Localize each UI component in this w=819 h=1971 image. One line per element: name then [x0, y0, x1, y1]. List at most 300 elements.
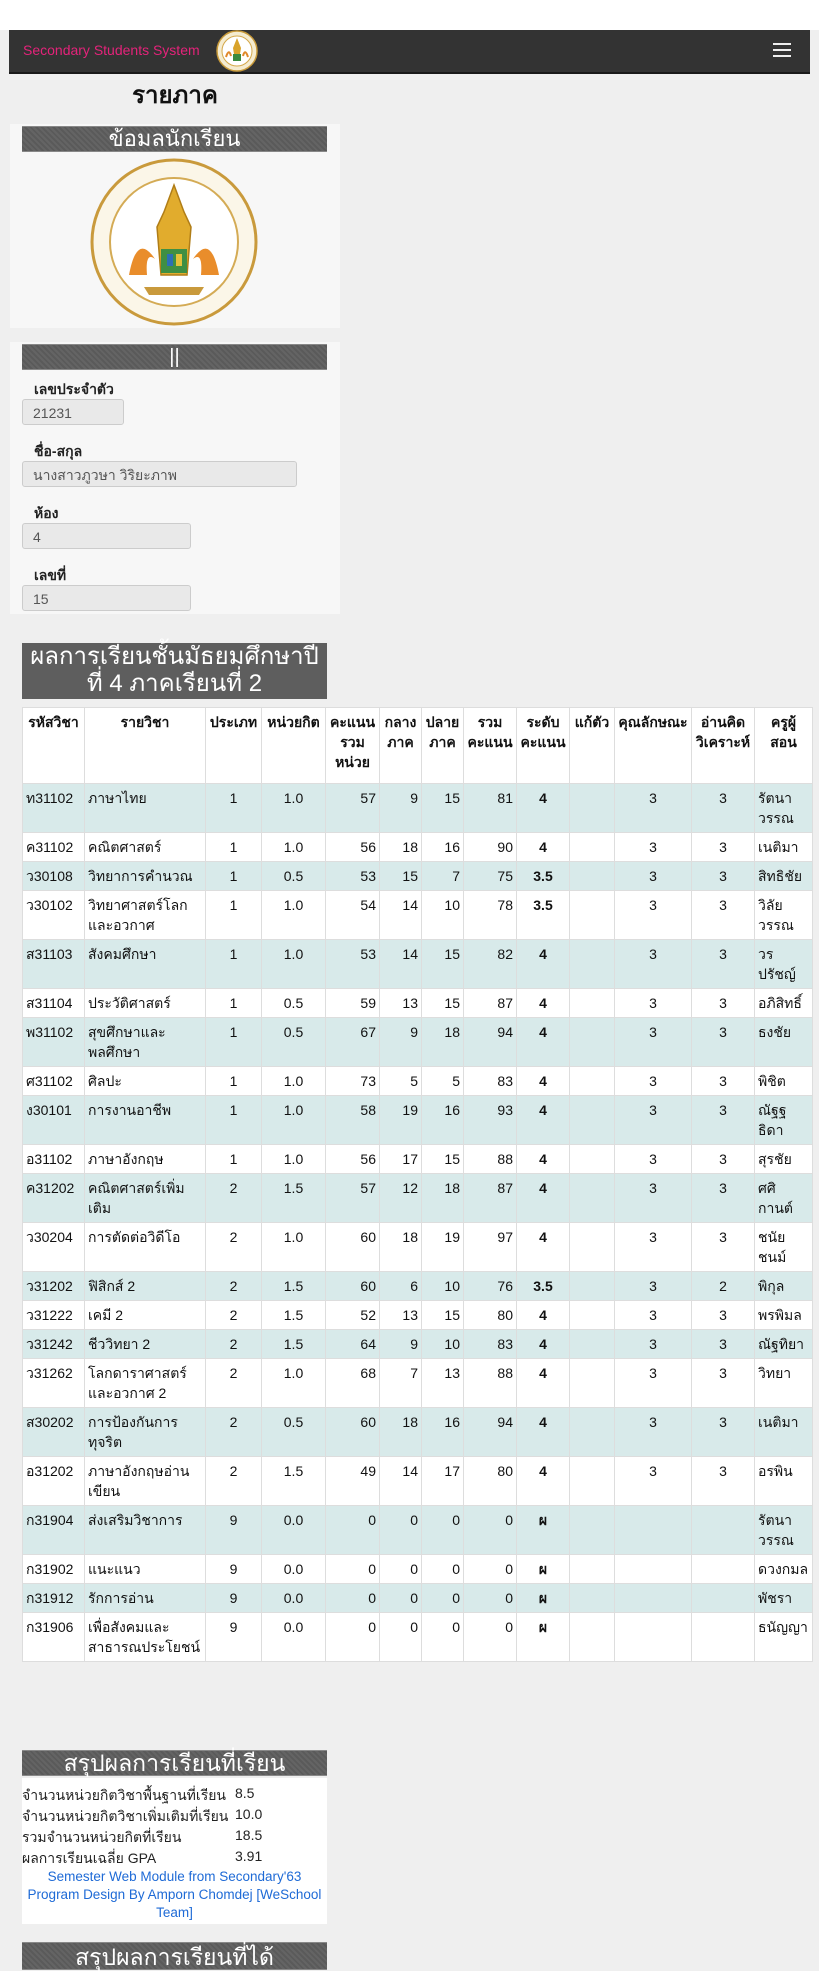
- table-cell: [570, 1301, 615, 1330]
- table-cell: [570, 1272, 615, 1301]
- table-row: [23, 1408, 813, 1457]
- table-row: [23, 1174, 813, 1223]
- table-row: [23, 1330, 813, 1359]
- credit-link[interactable]: [22, 1868, 327, 1922]
- table-cell: ง30101: [23, 1096, 85, 1145]
- table-cell: 15: [422, 1301, 464, 1330]
- table-cell: 16: [422, 833, 464, 862]
- table-cell: 60: [326, 1408, 380, 1457]
- table-cell: 3: [692, 989, 755, 1018]
- table-row: [23, 1223, 813, 1272]
- table-cell: 0: [380, 1555, 422, 1584]
- table-cell: 94: [464, 1408, 517, 1457]
- table-cell: ส31103: [23, 940, 85, 989]
- table-cell: [615, 1506, 692, 1555]
- table-cell: 3: [692, 1174, 755, 1223]
- table-cell: 4: [517, 1145, 570, 1174]
- table-cell: ผ: [517, 1555, 570, 1584]
- table-cell: 3: [615, 1272, 692, 1301]
- table-cell: 80: [464, 1301, 517, 1330]
- table-cell: 3: [615, 862, 692, 891]
- table-cell: 4: [517, 1457, 570, 1506]
- table-cell: 75: [464, 862, 517, 891]
- table-cell: 2: [206, 1330, 262, 1359]
- column-header: หน่วยกิต: [262, 708, 326, 784]
- table-cell: 3: [692, 1018, 755, 1067]
- table-cell: 1.0: [262, 1145, 326, 1174]
- table-cell: 68: [326, 1359, 380, 1408]
- table-cell: 3: [615, 1096, 692, 1145]
- table-cell: [692, 1584, 755, 1613]
- table-cell: ก31912: [23, 1584, 85, 1613]
- column-header: รหัสวิชา: [23, 708, 85, 784]
- table-cell: [570, 1096, 615, 1145]
- table-cell: 1: [206, 1067, 262, 1096]
- table-cell: [570, 1223, 615, 1272]
- grades-header: [23, 708, 813, 784]
- table-cell: 53: [326, 862, 380, 891]
- table-cell: 3: [615, 1018, 692, 1067]
- table-row: [23, 1145, 813, 1174]
- table-cell: 2: [206, 1457, 262, 1506]
- table-cell: 2: [206, 1301, 262, 1330]
- table-cell: ธนัญญา: [755, 1613, 813, 1662]
- table-cell: 2: [206, 1223, 262, 1272]
- table-cell: [570, 1584, 615, 1613]
- table-cell: 4: [517, 1174, 570, 1223]
- summary-gpa: [22, 1848, 263, 1870]
- table-cell: 3: [692, 1408, 755, 1457]
- credit-line: Team]: [156, 1905, 193, 1920]
- table-cell: 4: [517, 1067, 570, 1096]
- column-header: ระดับคะแนน: [517, 708, 570, 784]
- summary-heading: สรุปผลการเรียนที่เรียน: [22, 1750, 327, 1776]
- school-emblem-icon: [89, 157, 259, 327]
- table-cell: 3: [692, 1301, 755, 1330]
- table-cell: 3: [615, 1359, 692, 1408]
- table-cell: 4: [517, 1301, 570, 1330]
- table-cell: [570, 1408, 615, 1457]
- column-header: รวมคะแนน: [464, 708, 517, 784]
- table-cell: 76: [464, 1272, 517, 1301]
- table-cell: พิชิต: [755, 1067, 813, 1096]
- table-cell: สุขศึกษาและพลศึกษา: [85, 1018, 206, 1067]
- column-header: อ่านคิดวิเคราะห์: [692, 708, 755, 784]
- table-cell: 60: [326, 1223, 380, 1272]
- table-cell: 4: [517, 1223, 570, 1272]
- table-row: [23, 833, 813, 862]
- table-cell: 15: [422, 1145, 464, 1174]
- table-cell: ว30204: [23, 1223, 85, 1272]
- table-cell: วิทยา: [755, 1359, 813, 1408]
- table-cell: 10: [422, 891, 464, 940]
- table-cell: 1.5: [262, 1272, 326, 1301]
- column-header: กลางภาค: [380, 708, 422, 784]
- table-cell: ท31102: [23, 784, 85, 833]
- summary-additional-credits: [22, 1806, 263, 1828]
- table-cell: [570, 1555, 615, 1584]
- grades-header-row: [23, 708, 813, 784]
- table-cell: [570, 1359, 615, 1408]
- table-cell: 82: [464, 940, 517, 989]
- table-cell: 18: [422, 1018, 464, 1067]
- table-cell: ว30108: [23, 862, 85, 891]
- table-cell: 15: [380, 862, 422, 891]
- table-cell: [570, 1067, 615, 1096]
- table-cell: 0: [464, 1555, 517, 1584]
- table-cell: 0.0: [262, 1555, 326, 1584]
- table-row: [23, 1096, 813, 1145]
- table-cell: 94: [464, 1018, 517, 1067]
- table-cell: 3: [692, 940, 755, 989]
- table-cell: 3: [692, 862, 755, 891]
- table-cell: 3: [615, 891, 692, 940]
- table-cell: 3: [615, 940, 692, 989]
- table-row: [23, 784, 813, 833]
- table-cell: [570, 1174, 615, 1223]
- column-header: ครูผู้สอน: [755, 708, 813, 784]
- table-cell: 9: [206, 1584, 262, 1613]
- table-cell: [570, 1330, 615, 1359]
- seat-number-field[interactable]: 15: [22, 585, 191, 611]
- page-title: รายภาค: [132, 82, 218, 109]
- table-cell: 80: [464, 1457, 517, 1506]
- table-row: [23, 1018, 813, 1067]
- table-cell: 0: [326, 1506, 380, 1555]
- table-cell: 1: [206, 940, 262, 989]
- credit-line: Program Design By Amporn Chomdej [WeSchool: [27, 1887, 322, 1902]
- table-cell: 90: [464, 833, 517, 862]
- table-cell: 0.5: [262, 989, 326, 1018]
- table-cell: 54: [326, 891, 380, 940]
- table-cell: วรปรัชญ์: [755, 940, 813, 989]
- table-cell: อ31202: [23, 1457, 85, 1506]
- table-cell: แนะแนว: [85, 1555, 206, 1584]
- brand-link[interactable]: Secondary Students System: [23, 42, 200, 58]
- table-cell: ณัฐทิยา: [755, 1330, 813, 1359]
- student-info-heading: ข้อมลนักเรียน: [22, 126, 327, 152]
- table-cell: 1.0: [262, 940, 326, 989]
- table-cell: [570, 891, 615, 940]
- table-cell: โลกดาราศาสตร์และอวกาศ 2: [85, 1359, 206, 1408]
- summary-label: จำนวนหน่วยกิตวิชาเพิ่มเติมที่เรียน: [22, 1808, 229, 1824]
- table-cell: 2: [692, 1272, 755, 1301]
- table-cell: 1: [206, 784, 262, 833]
- table-cell: [615, 1584, 692, 1613]
- table-cell: 19: [380, 1096, 422, 1145]
- table-cell: 17: [380, 1145, 422, 1174]
- table-row: [23, 1359, 813, 1408]
- table-cell: 3: [615, 1457, 692, 1506]
- table-cell: 1.0: [262, 1067, 326, 1096]
- table-cell: 3: [692, 1330, 755, 1359]
- table-cell: 14: [380, 1457, 422, 1506]
- table-cell: 3.5: [517, 862, 570, 891]
- table-cell: 3: [692, 1145, 755, 1174]
- table-cell: 16: [422, 1096, 464, 1145]
- table-cell: 9: [206, 1555, 262, 1584]
- table-cell: [692, 1613, 755, 1662]
- grades-table: [22, 707, 813, 1662]
- table-cell: 3: [692, 1457, 755, 1506]
- table-cell: 59: [326, 989, 380, 1018]
- table-cell: 2: [206, 1359, 262, 1408]
- table-cell: 4: [517, 1408, 570, 1457]
- column-header: คุณลักษณะ: [615, 708, 692, 784]
- table-cell: 1: [206, 989, 262, 1018]
- table-cell: 15: [422, 989, 464, 1018]
- table-cell: 0.0: [262, 1613, 326, 1662]
- top-margin: [0, 0, 819, 30]
- table-row: [23, 1301, 813, 1330]
- hamburger-menu-icon[interactable]: [762, 39, 802, 63]
- table-cell: 3.5: [517, 891, 570, 940]
- table-cell: 1.5: [262, 1301, 326, 1330]
- table-cell: 0.5: [262, 1018, 326, 1067]
- table-row: [23, 1555, 813, 1584]
- table-cell: 0: [422, 1584, 464, 1613]
- table-cell: ศศิกานต์: [755, 1174, 813, 1223]
- table-cell: 9: [380, 1330, 422, 1359]
- table-cell: 0: [464, 1584, 517, 1613]
- column-header: แก้ตัว: [570, 708, 615, 784]
- table-cell: 0.5: [262, 1408, 326, 1457]
- table-row: [23, 1584, 813, 1613]
- school-seal-icon[interactable]: [216, 30, 258, 72]
- table-cell: ส่งเสริมวิชาการ: [85, 1506, 206, 1555]
- table-cell: วิทยาการคำนวณ: [85, 862, 206, 891]
- table-cell: 0: [422, 1555, 464, 1584]
- table-cell: 3.5: [517, 1272, 570, 1301]
- table-cell: 0: [380, 1506, 422, 1555]
- table-cell: 88: [464, 1145, 517, 1174]
- table-cell: 7: [380, 1359, 422, 1408]
- room-field[interactable]: 4: [22, 523, 191, 549]
- column-header: ปลายภาค: [422, 708, 464, 784]
- table-row: [23, 1272, 813, 1301]
- table-cell: รักการอ่าน: [85, 1584, 206, 1613]
- results-heading-line1: ผลการเรียนชั้นมัธยมศึกษาปี: [30, 643, 319, 670]
- table-cell: ภาษาไทย: [85, 784, 206, 833]
- table-cell: 18: [380, 833, 422, 862]
- table-cell: 78: [464, 891, 517, 940]
- table-cell: ชีววิทยา 2: [85, 1330, 206, 1359]
- table-cell: ก31906: [23, 1613, 85, 1662]
- table-cell: 1: [206, 862, 262, 891]
- table-row: [23, 1457, 813, 1506]
- table-cell: ณัฐฐธิดา: [755, 1096, 813, 1145]
- table-cell: 0: [422, 1506, 464, 1555]
- summary-value: 3.91: [235, 1848, 263, 1864]
- seat-number-label: เลขที่: [34, 567, 67, 583]
- room-label: ห้อง: [34, 505, 59, 521]
- table-cell: ศ31102: [23, 1067, 85, 1096]
- table-cell: รัตนาวรรณ: [755, 784, 813, 833]
- table-cell: 64: [326, 1330, 380, 1359]
- table-cell: 1: [206, 1096, 262, 1145]
- table-cell: ธงชัย: [755, 1018, 813, 1067]
- table-cell: ภาษาอังกฤษ: [85, 1145, 206, 1174]
- student-id-field[interactable]: 21231: [22, 399, 124, 425]
- table-cell: 0.0: [262, 1506, 326, 1555]
- table-cell: 60: [326, 1272, 380, 1301]
- table-cell: 93: [464, 1096, 517, 1145]
- table-cell: การตัดต่อวิดีโอ: [85, 1223, 206, 1272]
- table-cell: 3: [615, 1174, 692, 1223]
- table-cell: 3: [692, 1359, 755, 1408]
- table-cell: 18: [380, 1223, 422, 1272]
- table-cell: ประวัติศาสตร์: [85, 989, 206, 1018]
- results-heading: [22, 643, 327, 699]
- table-cell: 52: [326, 1301, 380, 1330]
- table-cell: 4: [517, 784, 570, 833]
- summary-label: รวมจำนวนหน่วยกิตที่เรียน: [22, 1829, 182, 1845]
- table-cell: ว31262: [23, 1359, 85, 1408]
- table-cell: ผ: [517, 1613, 570, 1662]
- table-cell: 3: [615, 1301, 692, 1330]
- table-cell: 57: [326, 1174, 380, 1223]
- table-cell: [570, 940, 615, 989]
- table-cell: [570, 1613, 615, 1662]
- table-cell: 1.5: [262, 1330, 326, 1359]
- table-cell: 1: [206, 833, 262, 862]
- table-cell: 4: [517, 833, 570, 862]
- table-cell: 13: [380, 989, 422, 1018]
- table-cell: ส30202: [23, 1408, 85, 1457]
- table-cell: [615, 1613, 692, 1662]
- table-cell: 10: [422, 1330, 464, 1359]
- table-cell: อรพิน: [755, 1457, 813, 1506]
- table-cell: 81: [464, 784, 517, 833]
- table-cell: 16: [422, 1408, 464, 1457]
- table-cell: สังคมศึกษา: [85, 940, 206, 989]
- table-cell: 1.5: [262, 1457, 326, 1506]
- table-cell: พัชรา: [755, 1584, 813, 1613]
- summary-value: 8.5: [235, 1785, 255, 1801]
- table-cell: 56: [326, 1145, 380, 1174]
- summary-label: ผลการเรียนเฉลี่ย GPA: [22, 1850, 157, 1866]
- table-cell: ผ: [517, 1584, 570, 1613]
- table-cell: 0: [326, 1584, 380, 1613]
- table-cell: 7: [422, 862, 464, 891]
- table-cell: [692, 1506, 755, 1555]
- table-cell: การงานอาชีพ: [85, 1096, 206, 1145]
- table-cell: ชนัยชนม์: [755, 1223, 813, 1272]
- table-cell: พิกุล: [755, 1272, 813, 1301]
- table-cell: ว31202: [23, 1272, 85, 1301]
- table-cell: 1.0: [262, 1096, 326, 1145]
- table-cell: 1: [206, 1018, 262, 1067]
- table-cell: [570, 989, 615, 1018]
- student-name-field[interactable]: นางสาวภูวษา วิริยะภาพ: [22, 461, 297, 487]
- table-cell: 3: [692, 1096, 755, 1145]
- table-cell: 3: [692, 784, 755, 833]
- table-cell: [570, 1018, 615, 1067]
- table-row: [23, 891, 813, 940]
- table-cell: 9: [380, 784, 422, 833]
- table-cell: 14: [380, 940, 422, 989]
- table-cell: [570, 1506, 615, 1555]
- table-cell: 15: [422, 784, 464, 833]
- table-cell: 1.0: [262, 784, 326, 833]
- table-row: [23, 1067, 813, 1096]
- grades-body: [23, 784, 813, 1662]
- results-heading-line2: ที่ 4 ภาคเรียนที่ 2: [86, 670, 263, 697]
- table-cell: พ31102: [23, 1018, 85, 1067]
- student-name-heading: ||: [22, 344, 327, 370]
- table-cell: [692, 1555, 755, 1584]
- table-cell: 9: [206, 1506, 262, 1555]
- table-cell: 12: [380, 1174, 422, 1223]
- table-cell: รัตนาวรรณ: [755, 1506, 813, 1555]
- table-cell: 19: [422, 1223, 464, 1272]
- table-row: [23, 989, 813, 1018]
- table-cell: 1.5: [262, 1174, 326, 1223]
- table-cell: ก31904: [23, 1506, 85, 1555]
- table-cell: พรพิมล: [755, 1301, 813, 1330]
- table-cell: 0: [422, 1613, 464, 1662]
- table-row: [23, 940, 813, 989]
- table-cell: เนติมา: [755, 833, 813, 862]
- table-cell: คณิตศาสตร์เพิ่มเติม: [85, 1174, 206, 1223]
- table-cell: 83: [464, 1330, 517, 1359]
- credit-line: Semester Web Module from Secondary'63: [47, 1869, 302, 1884]
- table-cell: 4: [517, 1018, 570, 1067]
- table-cell: 5: [380, 1067, 422, 1096]
- table-cell: ภาษาอังกฤษอ่านเขียน: [85, 1457, 206, 1506]
- table-cell: 0: [326, 1613, 380, 1662]
- table-cell: 97: [464, 1223, 517, 1272]
- table-cell: 9: [380, 1018, 422, 1067]
- table-cell: ศิลปะ: [85, 1067, 206, 1096]
- table-cell: 15: [422, 940, 464, 989]
- student-id-label: เลขประจำตัว: [34, 381, 114, 397]
- table-cell: สุรชัย: [755, 1145, 813, 1174]
- table-cell: 5: [422, 1067, 464, 1096]
- table-cell: 73: [326, 1067, 380, 1096]
- table-cell: การป้องกันการทุจริต: [85, 1408, 206, 1457]
- table-cell: เนติมา: [755, 1408, 813, 1457]
- table-cell: 0: [464, 1613, 517, 1662]
- table-cell: 88: [464, 1359, 517, 1408]
- table-cell: 13: [380, 1301, 422, 1330]
- table-cell: 3: [692, 891, 755, 940]
- table-cell: 2: [206, 1174, 262, 1223]
- table-cell: เคมี 2: [85, 1301, 206, 1330]
- table-cell: 13: [422, 1359, 464, 1408]
- table-cell: 3: [615, 1330, 692, 1359]
- column-header: ประเภท: [206, 708, 262, 784]
- table-cell: 3: [692, 1067, 755, 1096]
- table-cell: 0.5: [262, 862, 326, 891]
- summary-basic-credits: [22, 1785, 255, 1807]
- table-cell: 18: [422, 1174, 464, 1223]
- table-cell: 4: [517, 1096, 570, 1145]
- table-cell: 6: [380, 1272, 422, 1301]
- table-cell: 14: [380, 891, 422, 940]
- table-cell: 18: [380, 1408, 422, 1457]
- table-row: [23, 1506, 813, 1555]
- table-cell: 0: [326, 1555, 380, 1584]
- table-cell: วิทยาศาสตร์โลกและอวกาศ: [85, 891, 206, 940]
- table-cell: [570, 862, 615, 891]
- table-cell: 3: [615, 1145, 692, 1174]
- table-cell: 1.0: [262, 891, 326, 940]
- table-cell: 1.0: [262, 1359, 326, 1408]
- table-cell: 67: [326, 1018, 380, 1067]
- summary-value: 18.5: [235, 1827, 263, 1843]
- summary-total-credits: [22, 1827, 263, 1849]
